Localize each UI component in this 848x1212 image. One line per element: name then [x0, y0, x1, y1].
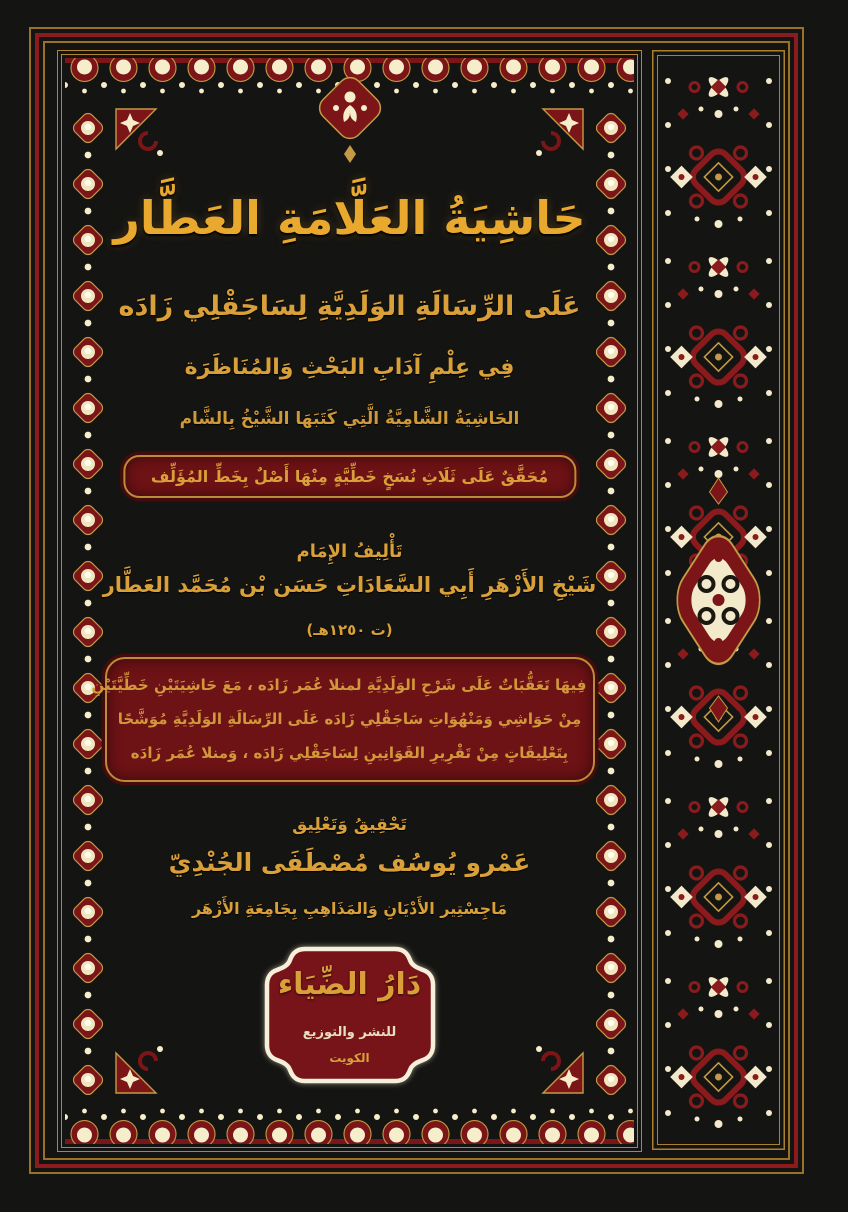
description-line: فِيهَا تَعَقُّبَاتٌ عَلَى شَرْحِ الوَلَدِيَّةِ لمنلا عُمَر زَادَه ، مَعَ حَاشِيَتَيْنِ خَطِّيَّتَيْنِ — [91, 676, 587, 694]
publisher-tagline: للنشر والتوزيع — [302, 1025, 397, 1040]
arabesque-column-band-icon — [652, 50, 785, 1150]
top-center-medallion-icon — [308, 75, 392, 171]
book-subtitle: عَلَى الرِّسَالَةِ الوَلَدِيَّةِ لِسَاجَقْلِي زَادَه — [118, 291, 581, 322]
publisher-seal-icon — [259, 941, 441, 1089]
editor-degree: مَاجِسْتِير الأَدْيَانِ وَالمَذَاهِبِ بِجَامِعَةِ الأَزْهَر — [191, 899, 508, 918]
author-name: شَيْخِ الأَزْهَرِ أَبِي السَّعَادَاتِ حَسَن بْن مُحَمَّد العَطَّار — [102, 573, 597, 597]
description-box — [91, 657, 595, 782]
corner-arabesque-triangle-icon — [112, 1039, 170, 1097]
description-line: مِنْ حَوَاشِي وَمَنْهُوَاتِ سَاجَقْلِي زَادَه عَلَى الرِّسَالَةِ الوَلَدِيَّةِ مُوَشَّحًا — [117, 709, 582, 728]
author-death-date: (ت ١٢٥٠هـ) — [306, 621, 393, 639]
book-title: حَاشِيَةُ العَلَّامَةِ العَطَّار — [113, 191, 586, 245]
corner-arabesque-triangle-icon — [529, 1039, 587, 1097]
diamond-bead-chain-left-icon — [65, 107, 111, 1095]
main-panel — [57, 50, 642, 1152]
field-line: فِي عِلْمِ آدَابِ البَحْثِ وَالمُنَاظَرَة — [184, 355, 515, 380]
diamond-bead-chain-right-icon — [588, 107, 634, 1095]
author-intro: تَأْلِيفُ الإِمَام — [296, 541, 403, 562]
publisher-name: دَارُ الضِّيَاء — [277, 967, 422, 1002]
publisher-logo — [259, 941, 441, 1089]
manuscript-badge: مُحَقَّقٌ عَلَى ثَلَاثِ نُسَخٍ خَطِّيَّةٍ مِنْهَا أَصْلٌ بِخَطِّ المُؤَلِّف — [123, 455, 576, 498]
publisher-city: الكويت — [329, 1051, 370, 1065]
editor-intro: تَحْقِيقُ وَتَعْلِيق — [292, 815, 407, 835]
scallop-bead-border-bottom-icon — [65, 1096, 634, 1144]
editor-name: عَمْرو يُوسُف مُصْطَفَى الجُنْدِيّ — [168, 848, 531, 877]
edition-line: الحَاشِيَةُ الشَّامِيَّةُ الَّتِي كَتَبَهَا الشَّيْخُ بِالشَّام — [179, 409, 520, 429]
description-line: بِتَعْلِيقَاتٍ مِنْ تَقْرِيرِ القَوَانِينِ لِسَاجَقْلِي زَادَه ، وَمنلا عُمَر زَادَه — [130, 743, 569, 762]
corner-arabesque-triangle-icon — [112, 105, 170, 163]
corner-arabesque-triangle-icon — [529, 105, 587, 163]
